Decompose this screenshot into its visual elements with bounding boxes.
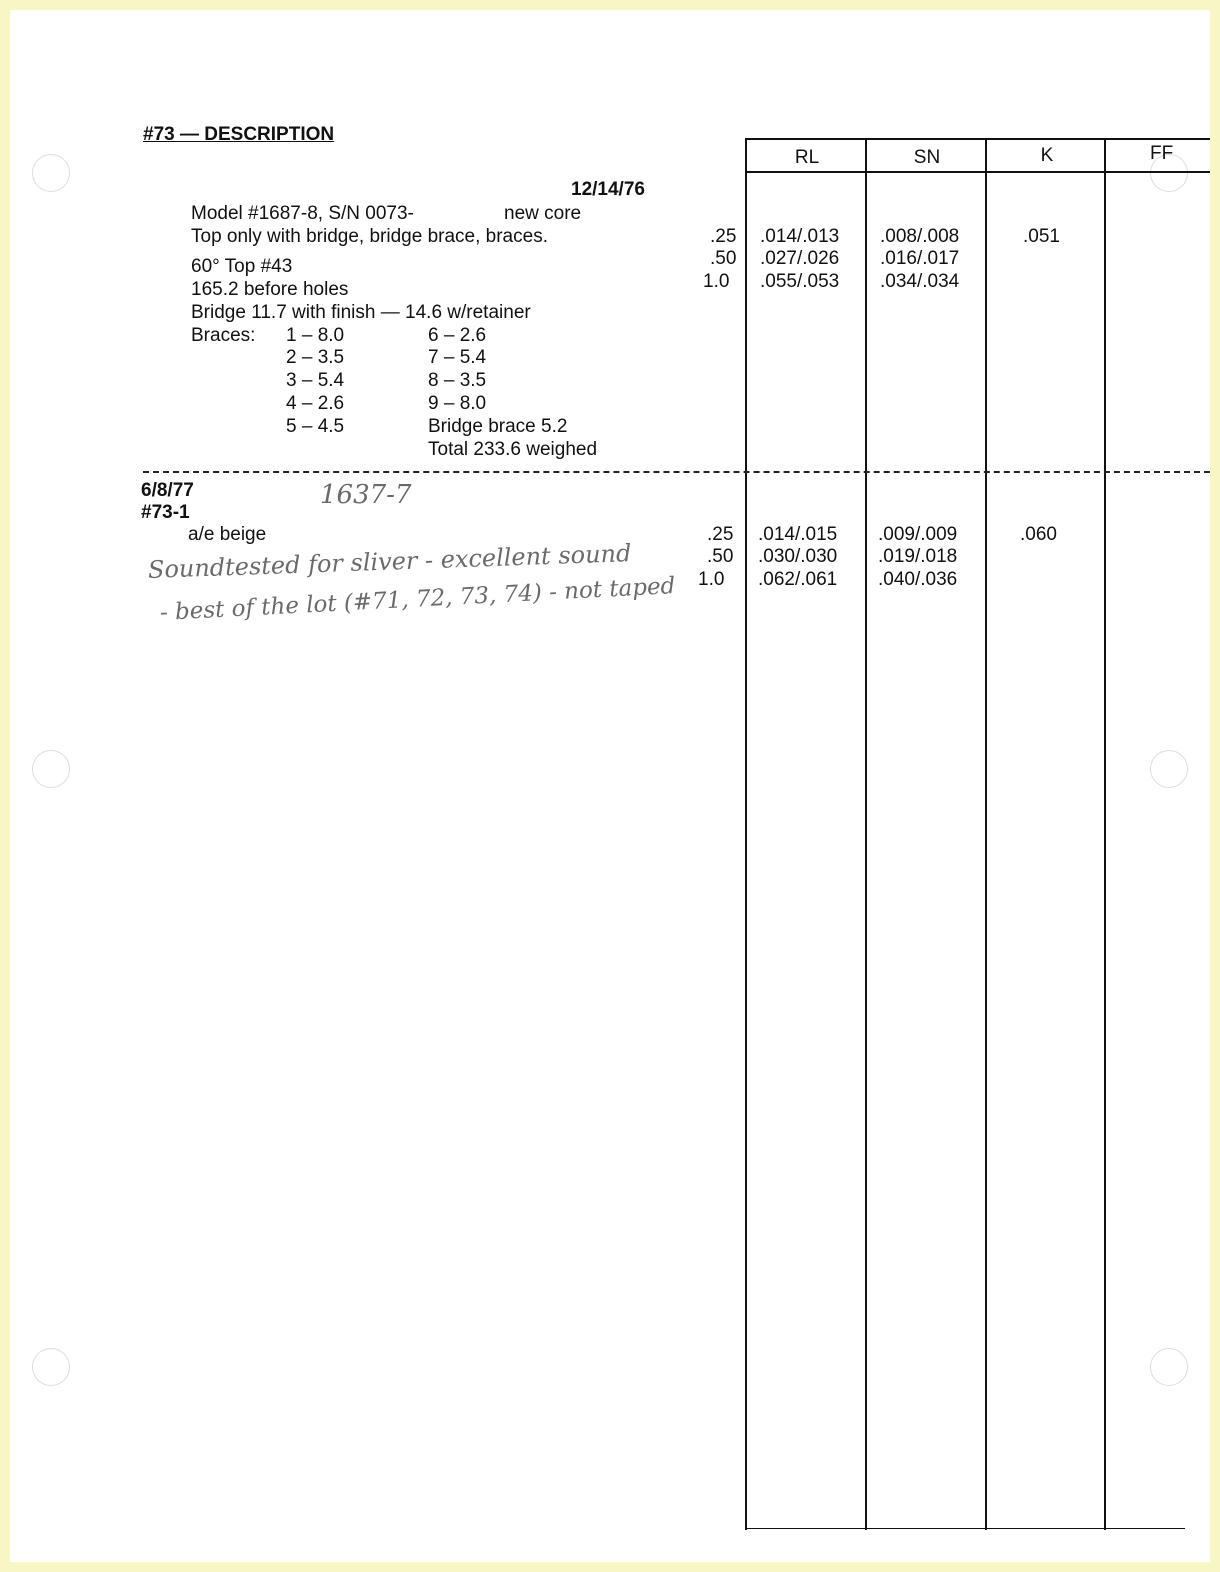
punch-hole-right-middle <box>1150 750 1188 788</box>
column-rule <box>745 140 747 1530</box>
entry-date: 6/8/77 <box>141 480 194 501</box>
bottom-rule <box>745 1528 1185 1529</box>
column-header-sn: SN <box>913 147 941 168</box>
brace-value: 2 – 3.5 <box>286 347 345 368</box>
row-x-value: .25 <box>710 226 737 247</box>
entry-separator <box>143 471 1210 473</box>
handwritten-line: - best of the lot (#71, 72, 73, 74) - not taped <box>159 573 676 626</box>
brace-value: 8 – 3.5 <box>428 370 487 391</box>
rl-value: .027/.026 <box>760 248 840 269</box>
punch-hole-left-bottom <box>32 1348 70 1386</box>
rl-value: .014/.015 <box>758 524 838 545</box>
rl-value: .030/.030 <box>758 546 838 567</box>
total-weight: Total 233.6 weighed <box>428 439 598 460</box>
handwritten-line: Soundtested for sliver - excellent sound <box>147 539 632 584</box>
entry-id: #73-1 <box>141 502 190 523</box>
brace-value: 4 – 2.6 <box>286 393 345 414</box>
sn-value: .019/.018 <box>878 546 958 567</box>
description-line: 60° Top #43 <box>191 256 293 277</box>
brace-value: 3 – 5.4 <box>286 370 345 391</box>
column-header-rl: RL <box>794 147 820 168</box>
row-x-value: 1.0 <box>698 569 725 590</box>
sn-value: .040/.036 <box>878 569 958 590</box>
row-x-value: 1.0 <box>703 271 730 292</box>
entry-date: 12/14/76 <box>571 179 645 200</box>
braces-label: Braces: <box>191 325 256 346</box>
description-line: Bridge 11.7 with finish — 14.6 w/retainer <box>191 302 531 323</box>
column-rule <box>1104 140 1106 1530</box>
header-top-rule <box>745 138 1210 140</box>
column-header-k: K <box>1040 145 1054 166</box>
page-title: #73 — DESCRIPTION <box>143 124 335 145</box>
sn-value: .009/.009 <box>878 524 958 545</box>
brace-value: 9 – 8.0 <box>428 393 487 414</box>
brace-value: Bridge brace 5.2 <box>428 416 568 437</box>
column-rule <box>865 140 867 1530</box>
model-line: Model #1687-8, S/N 0073- <box>191 203 414 224</box>
punch-hole-right-bottom <box>1150 1348 1188 1386</box>
handwritten-note: 1637-7 <box>320 480 412 510</box>
brace-value: 7 – 5.4 <box>428 347 487 368</box>
column-header-ff: FF <box>1150 143 1174 164</box>
color-note: a/e beige <box>188 524 267 545</box>
header-bottom-rule <box>745 171 1210 173</box>
punch-hole-left-top <box>32 154 70 192</box>
rl-value: .014/.013 <box>760 226 840 247</box>
rl-value: .055/.053 <box>760 271 840 292</box>
column-rule <box>985 140 987 1530</box>
row-x-value: .50 <box>710 248 737 269</box>
sn-value: .016/.017 <box>880 248 960 269</box>
sn-value: .008/.008 <box>880 226 960 247</box>
k-value: .051 <box>1023 226 1060 247</box>
description-line: 165.2 before holes <box>191 279 349 300</box>
brace-value: 1 – 8.0 <box>286 325 345 346</box>
row-x-value: .50 <box>707 546 734 567</box>
sn-value: .034/.034 <box>880 271 960 292</box>
row-x-value: .25 <box>707 524 734 545</box>
k-value: .060 <box>1020 524 1057 545</box>
punch-hole-left-middle <box>32 750 70 788</box>
rl-value: .062/.061 <box>758 569 838 590</box>
description-line: Top only with bridge, bridge brace, braces. <box>191 226 548 247</box>
core-note: new core <box>504 203 582 224</box>
brace-value: 6 – 2.6 <box>428 325 487 346</box>
document-page <box>10 10 1210 1562</box>
brace-value: 5 – 4.5 <box>286 416 345 437</box>
